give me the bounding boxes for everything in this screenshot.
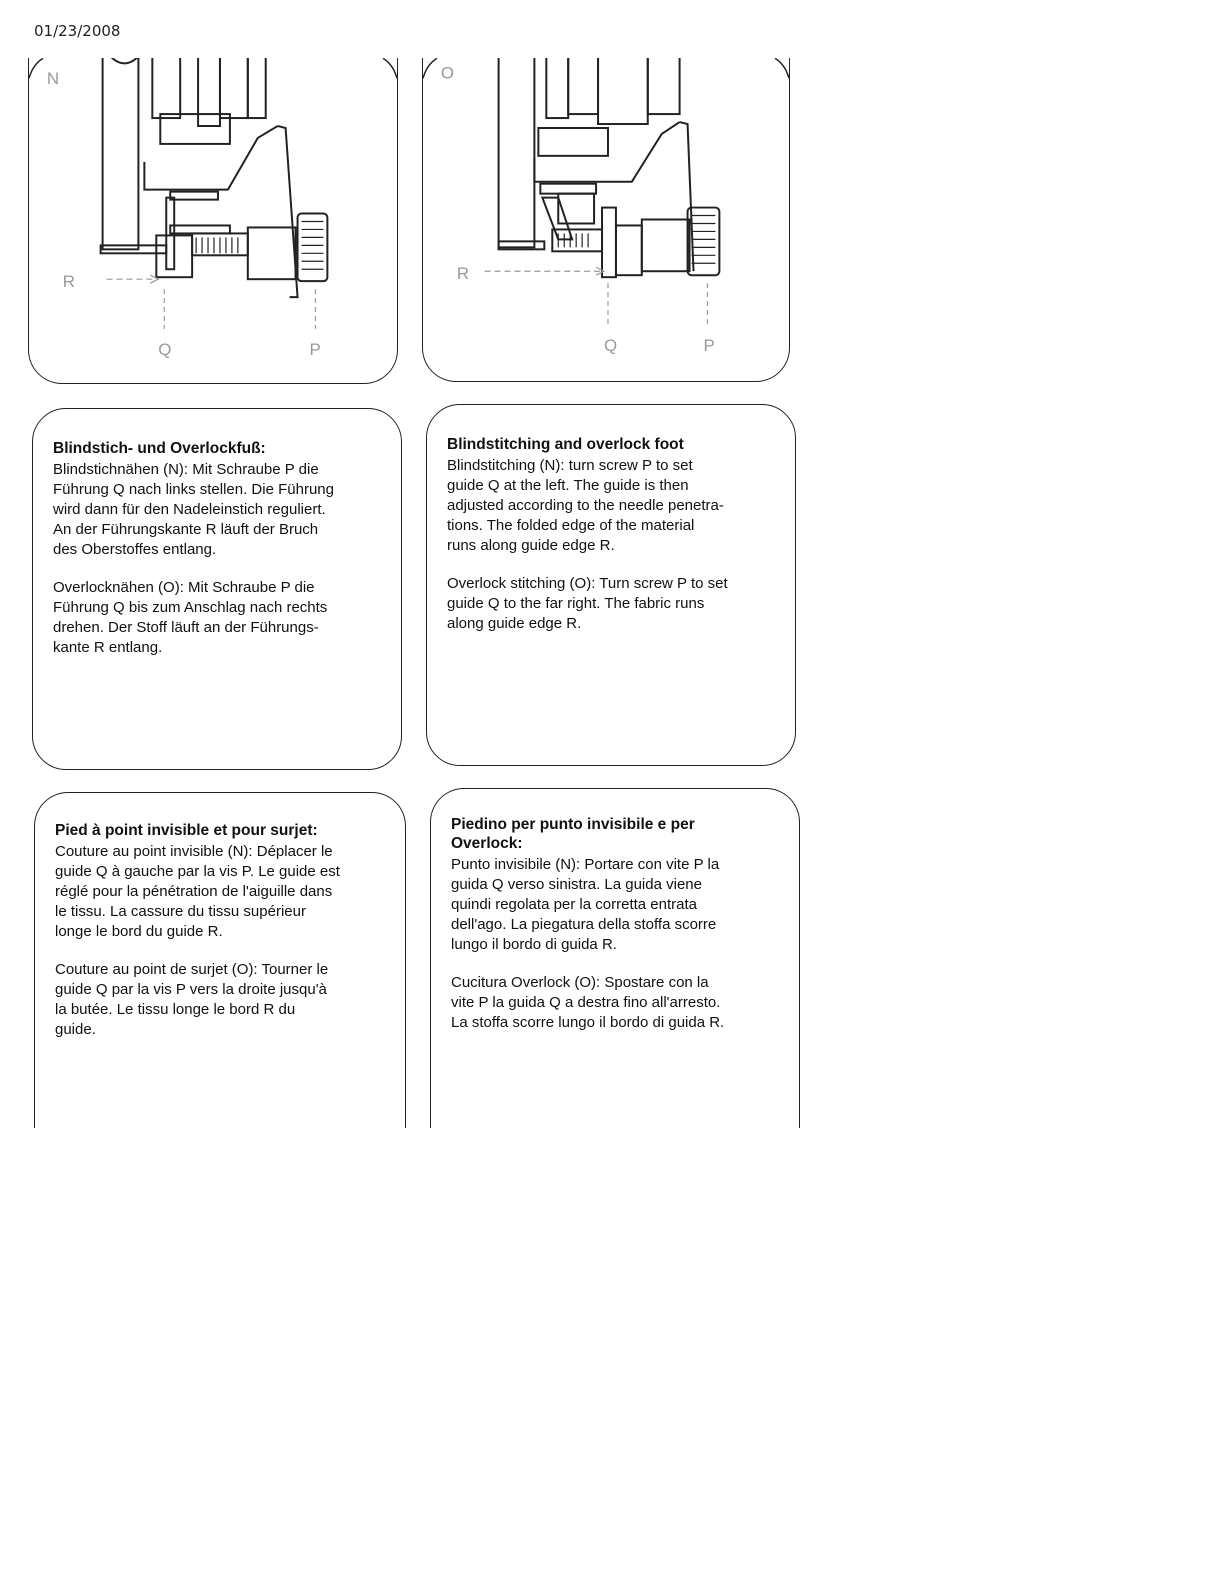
paragraph-overlock-french: Couture au point de surjet (O): Tourner le guide Q par la vis P vers la droite jusqu'à la butée. Le tissu longe le bord R du guide. (55, 961, 329, 1038)
presser-foot-diagram-overlock (423, 58, 789, 381)
text-box-french (34, 792, 406, 1128)
section-title-english: Blindstitching and overlock foot (447, 436, 684, 453)
paragraph-blindstitch-english: Blindstitching (N): turn screw P to set guide Q at the left. The guide is then adjusted according to the needle penetra- tions. The folded edge of the material runs along guide edge R. (447, 457, 724, 554)
mode-label-o: O (440, 63, 455, 83)
paragraph-blindstitch-french: Couture au point invisible (N): Déplacer le guide Q à gauche par la vis P. Le guide est réglé pour la pénétration de l'aiguille dans le tissu. La cassure du tissu supérieur longe le bord du guide R. (55, 843, 340, 940)
label-q: Q (158, 339, 172, 359)
text-box-english (426, 404, 796, 766)
paragraph-blindstitch-german: Blindstichnähen (N): Mit Schraube P die Führung Q nach links stellen. Die Führung wird dann für den Nadeleinstich reguliert. An der Führungskante R läuft der Bruch des Oberstoffes entlang. (53, 461, 334, 558)
label-r: R (62, 272, 76, 292)
label-p: P (703, 335, 715, 355)
mode-label-n: N (46, 69, 60, 89)
paragraph-overlock-german: Overlocknähen (O): Mit Schraube P die Führung Q bis zum Anschlag nach rechts drehen. Der Stoff läuft an der Führungs- kante R entlang. (53, 579, 328, 656)
section-title-french: Pied à point invisible et pour surjet: (55, 822, 318, 839)
paragraph-blindstitch-italian: Punto invisibile (N): Portare con vite P la guida Q verso sinistra. La guida viene quindi regolata per la corretta entrata dell'ago. La piegatura della stoffa scorre lungo il bordo di guida R. (451, 856, 720, 953)
figure-panel-blindstitch (28, 58, 398, 384)
presser-foot-diagram-blindstitch (29, 58, 397, 383)
text-box-italian (430, 788, 800, 1128)
section-title-italian: Piedino per punto invisibile e per Overlock: (451, 816, 695, 852)
label-p: P (309, 339, 321, 359)
page-date: 01/23/2008 (34, 22, 121, 40)
paragraph-overlock-italian: Cucitura Overlock (O): Spostare con la vite P la guida Q a destra fino all'arresto. La stoffa scorre lungo il bordo di guida R. (451, 974, 725, 1031)
paragraph-overlock-english: Overlock stitching (O): Turn screw P to set guide Q to the far right. The fabric runs along guide edge R. (447, 575, 728, 632)
label-q: Q (604, 335, 618, 355)
figure-panel-overlock (422, 58, 790, 382)
text-box-german (32, 408, 402, 770)
label-r: R (456, 264, 470, 284)
section-title-german: Blindstich- und Overlockfuß: (53, 440, 266, 457)
